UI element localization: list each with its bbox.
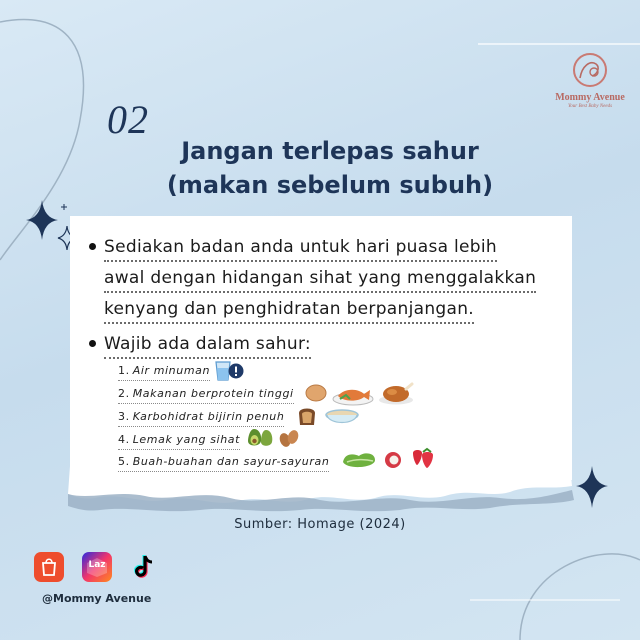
item-3: 3. Karbohidrat bijirin penuh bbox=[118, 407, 284, 427]
bullet-dot-1 bbox=[89, 243, 96, 250]
oat-bowl-icon bbox=[325, 407, 359, 427]
item-2: 2. Makanan berprotein tinggi bbox=[118, 384, 294, 404]
item-4: 4. Lemak yang sihat bbox=[118, 430, 240, 450]
social-handle: @Mommy Avenue bbox=[42, 592, 152, 605]
item-1: 1. Air minuman bbox=[118, 361, 210, 381]
source-citation: Sumber: Homage (2024) bbox=[234, 517, 406, 532]
lazada-label: Laz bbox=[88, 560, 106, 570]
fish-dish-icon bbox=[332, 384, 374, 406]
bullet-dot-2 bbox=[89, 340, 96, 347]
sparkle-icon-right-large bbox=[576, 466, 608, 508]
lazada-icon bbox=[82, 552, 112, 582]
sparkle-icon-left-large bbox=[26, 200, 58, 240]
bullet-1-line-3: kenyang dan penghidratan berpanjangan. bbox=[104, 295, 474, 324]
bullet-1-line-1: Sediakan badan anda untuk hari puasa lebih bbox=[104, 233, 497, 262]
bullet-2-line-1: Wajib ada dalam sahur: bbox=[104, 330, 311, 359]
tiktok-icon bbox=[128, 552, 158, 582]
title-line-2: (makan sebelum subuh) bbox=[166, 171, 494, 199]
lychee-icon bbox=[383, 449, 403, 469]
alert-icon bbox=[228, 363, 244, 379]
bullet-1-line-2: awal dengan hidangan sihat yang menggalakkan bbox=[104, 264, 536, 293]
roast-chicken-icon bbox=[378, 381, 414, 405]
almond-icon bbox=[278, 428, 300, 448]
bread-icon bbox=[296, 405, 318, 427]
shopee-icon bbox=[34, 552, 64, 582]
brand-tagline: Your Best Baby Needs bbox=[567, 104, 613, 109]
card-torn-edge bbox=[60, 466, 580, 516]
strawberry-icon bbox=[410, 447, 436, 469]
item-5: 5. Buah-buahan dan sayur-sayuran bbox=[118, 452, 329, 472]
lettuce-icon bbox=[341, 450, 377, 470]
avocado-icon bbox=[246, 427, 274, 449]
mother-baby-icon bbox=[568, 50, 612, 90]
brand-logo bbox=[548, 50, 632, 109]
brand-name: Mommy Avenue bbox=[555, 92, 625, 103]
step-number: 02 bbox=[107, 97, 149, 142]
page-title bbox=[120, 134, 540, 202]
egg-icon bbox=[305, 384, 327, 402]
title-line-1: Jangan terlepas sahur bbox=[181, 137, 479, 165]
